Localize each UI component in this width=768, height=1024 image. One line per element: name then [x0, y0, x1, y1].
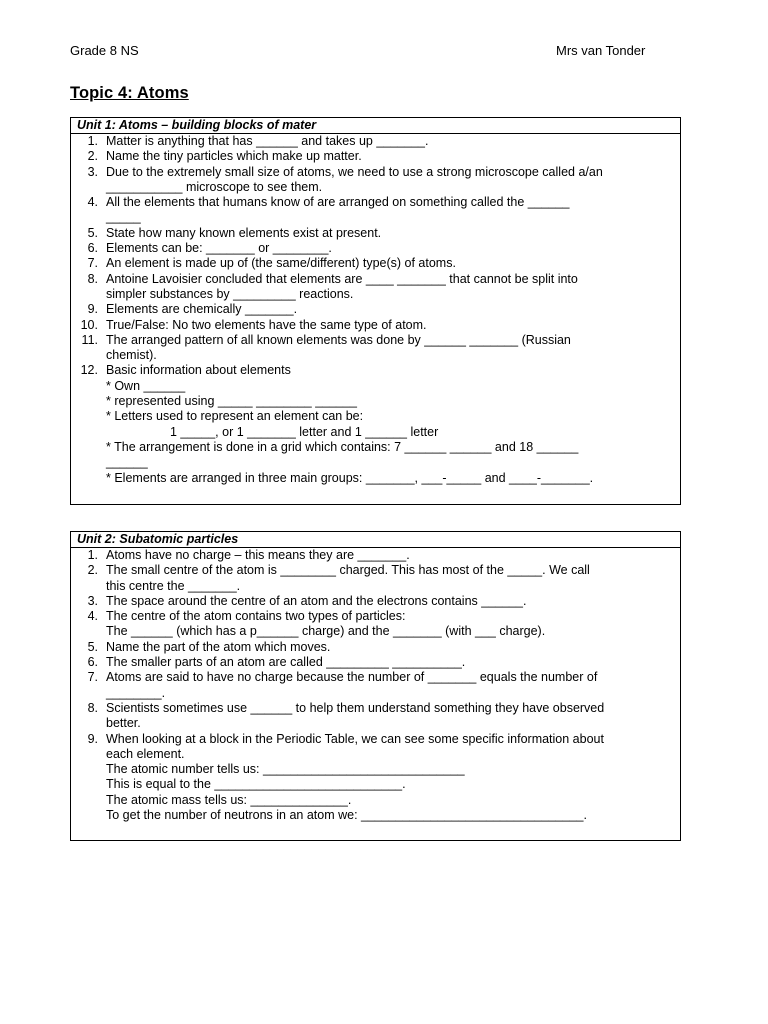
question-text-line: State how many known elements exist at present. — [106, 225, 382, 240]
question-text-line: The atomic mass tells us: ______________. — [106, 792, 352, 807]
question-number: 8. — [87, 271, 98, 286]
unit-2-box — [70, 531, 681, 841]
question-text-line: * The arrangement is done in a grid which contains: 7 ______ ______ and 18 ______ — [106, 439, 579, 454]
question-text-line: Antoine Lavoisier concluded that elements are ____ _______ that cannot be split into — [106, 271, 578, 286]
question-number: 4. — [87, 195, 98, 210]
question-text-line: Matter is anything that has ______ and takes up _______. — [106, 134, 429, 148]
question-item — [71, 563, 680, 594]
question-item — [71, 226, 680, 241]
question-text-line: The small centre of the atom is ________ charged. This has most of the _____. We call — [106, 563, 590, 578]
question-text-line: Scientists sometimes use ______ to help them understand something they have observed — [106, 700, 605, 715]
question-item — [71, 609, 680, 640]
question-number: 3. — [87, 164, 98, 179]
question-item — [71, 732, 680, 824]
question-text-line: * Own ______ — [106, 378, 186, 393]
question-text-line: This is equal to the ___________________________. — [106, 777, 406, 792]
question-number: 1. — [87, 134, 98, 148]
question-text-line: To get the number of neutrons in an atom we: ________________________________. — [106, 808, 587, 823]
question-text-line: this centre the _______. — [106, 578, 241, 593]
question-number: 5. — [87, 225, 98, 240]
question-text-line: ___________ microscope to see them. — [106, 179, 323, 194]
question-item — [71, 333, 680, 364]
question-text-line: ______ — [106, 455, 148, 470]
question-item — [71, 195, 680, 226]
question-text-line: better. — [106, 716, 141, 731]
question-item — [71, 241, 680, 256]
question-number: 9. — [87, 302, 98, 317]
header-left: Grade 8 NS — [70, 43, 139, 58]
question-text-line: The space around the centre of an atom and the electrons contains ______. — [106, 593, 527, 608]
question-text-line: chemist). — [106, 348, 157, 363]
question-text-line: Atoms are said to have no charge because the number of _______ equals the number of — [106, 670, 598, 685]
question-text-line: Atoms have no charge – this means they are _______. — [106, 548, 410, 562]
question-item — [71, 594, 680, 609]
question-number: 5. — [87, 639, 98, 654]
question-text-line: The smaller parts of an atom are called _________ __________. — [106, 655, 466, 670]
question-text-line: An element is made up of (the same/different) type(s) of atoms. — [106, 256, 456, 271]
question-text-line: Name the tiny particles which make up matter. — [106, 149, 362, 164]
question-text-line: The centre of the atom contains two types of particles: — [106, 609, 406, 624]
question-text-line: Elements can be: _______ or ________. — [106, 241, 332, 256]
question-number: 4. — [87, 609, 98, 624]
question-number: 10. — [80, 317, 98, 332]
question-item — [71, 655, 680, 670]
question-item — [71, 256, 680, 271]
question-number: 3. — [87, 593, 98, 608]
unit-1-box — [70, 117, 681, 505]
question-text-line: _____ — [106, 210, 141, 225]
question-item — [71, 302, 680, 317]
question-item — [71, 165, 680, 196]
question-number: 9. — [87, 731, 98, 746]
question-text-line: All the elements that humans know of are arranged on something called the ______ — [106, 195, 570, 210]
question-text-line: Name the part of the atom which moves. — [106, 639, 331, 654]
question-number: 12. — [80, 363, 98, 378]
question-text-line: True/False: No two elements have the same type of atom. — [106, 317, 427, 332]
question-item — [71, 363, 680, 485]
question-item — [71, 134, 680, 149]
question-number: 2. — [87, 149, 98, 164]
unit-2-question-list — [71, 548, 680, 823]
question-number: 8. — [87, 700, 98, 715]
question-text-line: 1 _____, or 1 _______ letter and 1 ______ letter — [170, 424, 439, 439]
question-number: 2. — [87, 563, 98, 578]
question-item — [71, 272, 680, 303]
unit-1-question-list — [71, 134, 680, 486]
question-number: 7. — [87, 256, 98, 271]
question-text-line: * Elements are arranged in three main groups: _______, ___-_____ and ____-_______. — [106, 470, 594, 485]
topic-title: Topic 4: Atoms — [70, 84, 189, 102]
question-text-line: Basic information about elements — [106, 363, 291, 378]
question-text-line: simpler substances by _________ reactions. — [106, 286, 354, 301]
question-text-line: ________. — [106, 685, 166, 700]
question-item — [71, 318, 680, 333]
header-right: Mrs van Tonder — [556, 43, 646, 58]
question-text-line: The ______ (which has a p______ charge) and the _______ (with ___ charge). — [106, 624, 546, 639]
question-text-line: each element. — [106, 746, 185, 761]
question-number: 1. — [87, 548, 98, 562]
unit-1-title: Unit 1: Atoms – building blocks of mater — [71, 118, 680, 134]
question-text-line: * Letters used to represent an element can be: — [106, 409, 364, 424]
question-text-line: Due to the extremely small size of atoms, we need to use a strong microscope called a/an — [106, 164, 603, 179]
question-text-line: * represented using _____ ________ ______ — [106, 394, 357, 409]
question-text-line: The arranged pattern of all known elements was done by ______ _______ (Russian — [106, 332, 571, 347]
question-item — [71, 670, 680, 701]
question-item — [71, 640, 680, 655]
question-text-line: The atomic number tells us: _____________________________ — [106, 762, 465, 777]
question-number: 7. — [87, 670, 98, 685]
question-item — [71, 548, 680, 563]
unit-2-title: Unit 2: Subatomic particles — [71, 532, 680, 548]
question-text-line: Elements are chemically _______. — [106, 302, 298, 317]
question-item — [71, 149, 680, 164]
question-text-line: When looking at a block in the Periodic Table, we can see some specific information about — [106, 731, 604, 746]
question-item — [71, 701, 680, 732]
question-number: 6. — [87, 655, 98, 670]
question-number: 11. — [81, 332, 98, 347]
question-number: 6. — [87, 241, 98, 256]
